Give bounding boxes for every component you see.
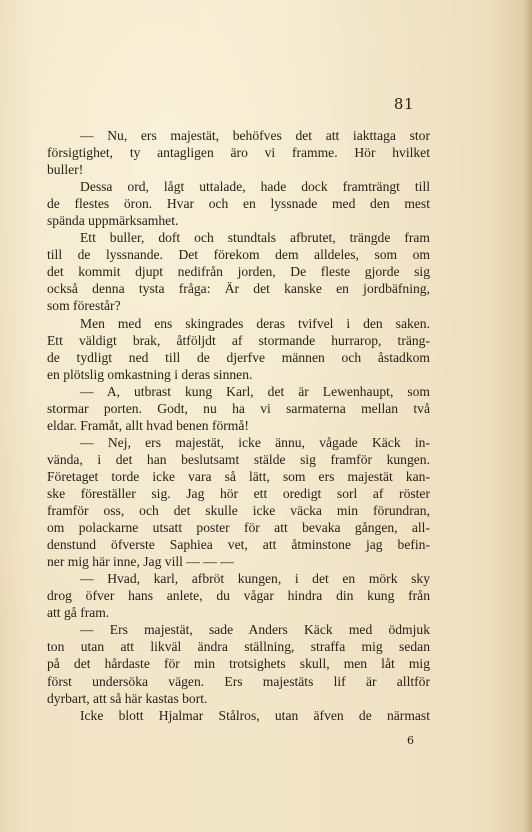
text-line: framför oss, och det skulle icke väcka min förundran, bbox=[47, 503, 430, 519]
text-line: ske föreställer sig. Jag hör ett oredigt sorl af röster bbox=[47, 485, 430, 501]
text-line: försigtighet, ty antagligen äro vi framme. Hör hvilket bbox=[47, 145, 430, 161]
text-line: — Nej, ers majestät, icke ännu, vågade Käck in- bbox=[80, 434, 430, 450]
text-line: stormar porten. Godt, nu ha vi sarmaterna mellan två bbox=[47, 400, 430, 416]
text-line: Icke blott Hjalmar Stålros, utan äfven de närmast bbox=[80, 707, 430, 723]
text-line: till de lyssnande. Det förekom dem alldeles, som om bbox=[47, 247, 430, 263]
text-line: — Ers majestät, sade Anders Käck med ödmjuk bbox=[80, 622, 430, 638]
text-line: Dessa ord, lågt uttalade, hade dock framträngt till bbox=[80, 179, 430, 195]
signature-mark: 6 bbox=[407, 734, 414, 747]
text-line: på det hårdaste för min trotsighets skull, men låt mig bbox=[47, 656, 430, 672]
text-line: först undersöka vägen. Ers majestäts lif är alltför bbox=[47, 673, 430, 689]
text-line: om polackarne utsatt poster för att bevaka gången, all- bbox=[47, 520, 430, 536]
text-line: Ett väldigt brak, åtföljdt af stormande hurrarop, träng- bbox=[47, 332, 430, 348]
text-line: en plötslig omkastning i deras sinnen. bbox=[47, 366, 253, 382]
text-line: de flestes öron. Hvar och en lyssnade med den mest bbox=[47, 196, 430, 212]
text-line: som förestår? bbox=[47, 298, 121, 314]
page-edge-shadow bbox=[524, 0, 532, 832]
text-line: drog öfver hans anlete, du vågar hindra din kung från bbox=[47, 588, 430, 604]
text-line: vända, i det han beslutsamt stälde sig framför kungen. bbox=[47, 451, 430, 467]
text-line: buller! bbox=[47, 162, 84, 178]
text-line: — A, utbrast kung Karl, det är Lewenhaupt, som bbox=[80, 383, 430, 399]
text-line: eldar. Framåt, allt hvad benen förmå! bbox=[47, 417, 249, 433]
text-line: Ett buller, doft och stundtals afbrutet, trängde fram bbox=[80, 230, 430, 246]
text-line: spända uppmärksamhet. bbox=[47, 213, 179, 229]
text-line: ner mig här inne, Jag vill — — — bbox=[47, 554, 234, 570]
text-line: också denna tysta fråga: Är det kanske en jordbäfning, bbox=[47, 281, 430, 297]
text-line: Företaget torde icke vara så lätt, som ers majestät kan- bbox=[47, 468, 430, 484]
text-line: det kommit djupt nedifrån jorden, De fleste gjorde sig bbox=[47, 264, 430, 280]
text-line: denstund öfverste Saphiea vet, att åtminstone jag befin- bbox=[47, 537, 430, 553]
text-line: ton utan att likväl ändra ställning, straffa mig sedan bbox=[47, 639, 430, 655]
text-line: dyrbart, att så här kastas bort. bbox=[47, 690, 208, 706]
text-line: Men med ens skingrades deras tvifvel i den saken. bbox=[80, 315, 430, 331]
text-line: — Nu, ers majestät, behöfves det att iakttaga stor bbox=[80, 128, 430, 143]
text-line: att gå fram. bbox=[47, 605, 110, 621]
text-line: de tydligt ned till de djerfve männen och åstadkom bbox=[47, 349, 430, 365]
page-number: 81 bbox=[393, 95, 414, 113]
text-line: — Hvad, karl, afbröt kungen, i det en mörk sky bbox=[80, 571, 430, 587]
body-text bbox=[47, 127, 430, 724]
